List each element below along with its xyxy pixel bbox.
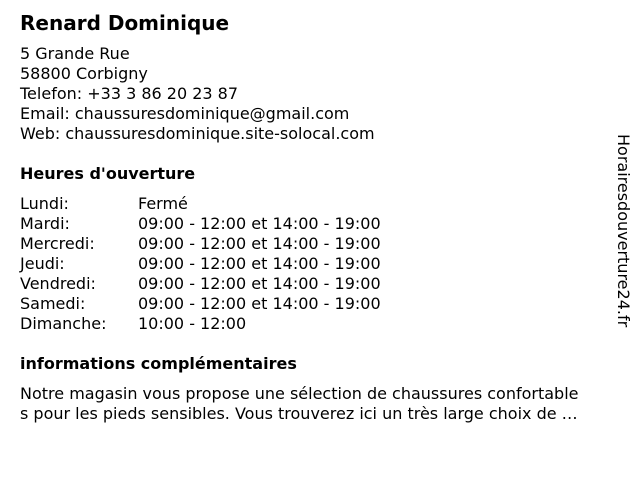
description-line: Notre magasin vous propose une sélection de chaussures confortable	[20, 384, 579, 403]
hours-row-samedi	[20, 294, 440, 314]
phone-number: Telefon: +33 3 86 20 23 87	[20, 84, 239, 103]
day-label: Jeudi:	[20, 254, 65, 273]
day-label: Lundi:	[20, 194, 69, 213]
time-value: 09:00 - 12:00 et 14:00 - 19:00	[138, 234, 381, 253]
business-name: Renard Dominique	[20, 11, 230, 35]
hours-row-jeudi	[20, 254, 440, 274]
site-watermark	[612, 134, 634, 344]
opening-hours-heading: Heures d'ouverture	[20, 164, 196, 183]
time-value: 09:00 - 12:00 et 14:00 - 19:00	[138, 214, 381, 233]
hours-row-mercredi	[20, 234, 440, 254]
city-postal-code: 58800 Corbigny	[20, 64, 148, 83]
time-value: 09:00 - 12:00 et 14:00 - 19:00	[138, 274, 381, 293]
day-label: Samedi:	[20, 294, 86, 313]
contact-details	[20, 44, 375, 144]
hours-row-dimanche	[20, 314, 440, 334]
hours-row-vendredi	[20, 274, 440, 294]
street-address: 5 Grande Rue	[20, 44, 130, 63]
day-label: Dimanche:	[20, 314, 107, 333]
hours-row-mardi	[20, 214, 440, 234]
hours-row-lundi	[20, 194, 440, 214]
opening-hours-table	[20, 194, 440, 334]
day-label: Vendredi:	[20, 274, 96, 293]
website-address: Web: chaussuresdominique.site-solocal.com	[20, 124, 375, 143]
time-value: Fermé	[138, 194, 188, 213]
time-value: 09:00 - 12:00 et 14:00 - 19:00	[138, 254, 381, 273]
day-label: Mardi:	[20, 214, 70, 233]
day-label: Mercredi:	[20, 234, 95, 253]
business-description	[20, 384, 630, 424]
description-line: s pour les pieds sensibles. Vous trouverez ici un très large choix de …	[20, 404, 578, 423]
watermark-text: Horairesdouverture24.fr	[614, 134, 633, 328]
email-address: Email: chaussuresdominique@gmail.com	[20, 104, 350, 123]
additional-info-heading: informations complémentaires	[20, 354, 297, 373]
time-value: 10:00 - 12:00	[138, 314, 247, 333]
time-value: 09:00 - 12:00 et 14:00 - 19:00	[138, 294, 381, 313]
